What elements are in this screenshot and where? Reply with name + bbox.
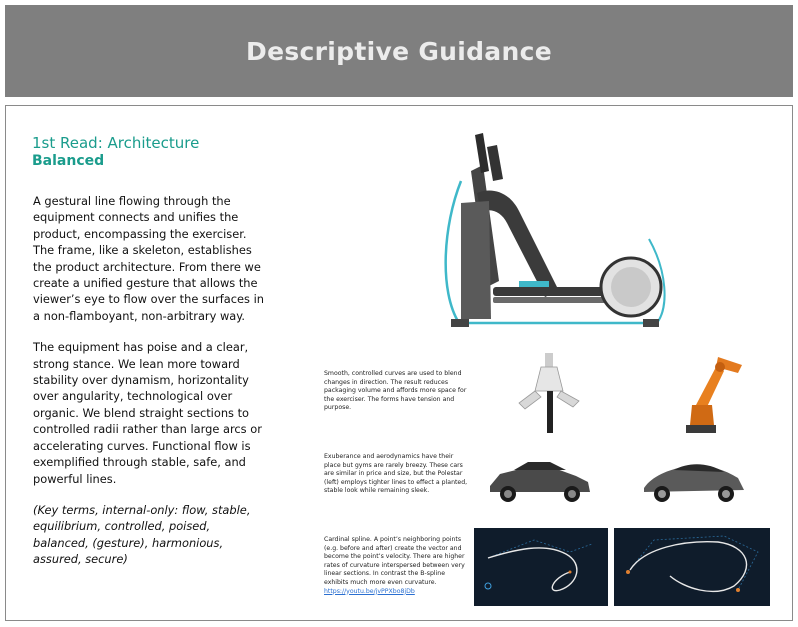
caption-spline-text: Cardinal spline. A point’s neighboring points (e.g. before and after) create the vector and become the point’s velocity. There are higher rates of curvature interspersed between very linear sections. bbox=[324, 536, 465, 578]
paragraph-stance: The equipment has poise and a clear, strong stance. We lean more toward stability over dynamism, horizontality over angularity, technological over organic. We blend straight sections to controlled radii rather than large arcs or accelerating curves. Functional flow is exemplified through stable, safe, and powerful lines. bbox=[33, 340, 262, 486]
polestar-car-image bbox=[484, 456, 594, 504]
key-terms: (Key terms, internal-only: flow, stable, equilibrium, controlled, poised, balanced, (gesture), harmonious, assured, secure) bbox=[33, 502, 251, 567]
caption-bspline-text: In contrast the B-spline exhibits much more even curvature. bbox=[324, 570, 446, 586]
header-banner bbox=[5, 5, 793, 97]
caption-cars: Exuberance and aerodynamics have their place but gyms are rarely breezy. These cars are similar in price and size, but the Polestar (left) employs tighter lines to effect a planted, stable look while remaining sleek. bbox=[324, 453, 468, 495]
tesla-car-image bbox=[638, 456, 750, 504]
cardinal-spline-image bbox=[474, 528, 608, 606]
page-title: Descriptive Guidance bbox=[246, 36, 552, 66]
elliptical-trainer-image bbox=[431, 131, 671, 331]
read-label: 1st Read: Architecture bbox=[32, 134, 200, 152]
orange-robot-arm-image bbox=[676, 351, 748, 436]
description-text bbox=[33, 193, 269, 583]
section-subtitle: Balanced bbox=[32, 153, 105, 169]
content-panel bbox=[5, 105, 793, 621]
caption-spline bbox=[324, 536, 469, 596]
b-spline-image bbox=[614, 528, 770, 606]
paragraph-architecture: A gestural line flowing through the equipment connects and unifies the product, encompassing the exerciser. The frame, like a skeleton, establishes the product architecture. From there we create a unified gesture that allows the viewer’s eye to flow over the surfaces in a non-flamboyant, non-arbitrary way. bbox=[33, 194, 264, 323]
white-robot-arm-image bbox=[511, 351, 591, 436]
video-link[interactable]: https://youtu.be/jvPPXbo8jDb bbox=[324, 587, 415, 595]
caption-curves: Smooth, controlled curves are used to blend changes in direction. The result reduces packaging volume and affords more space for the exerciser. The forms have tension and purpose. bbox=[324, 370, 467, 412]
